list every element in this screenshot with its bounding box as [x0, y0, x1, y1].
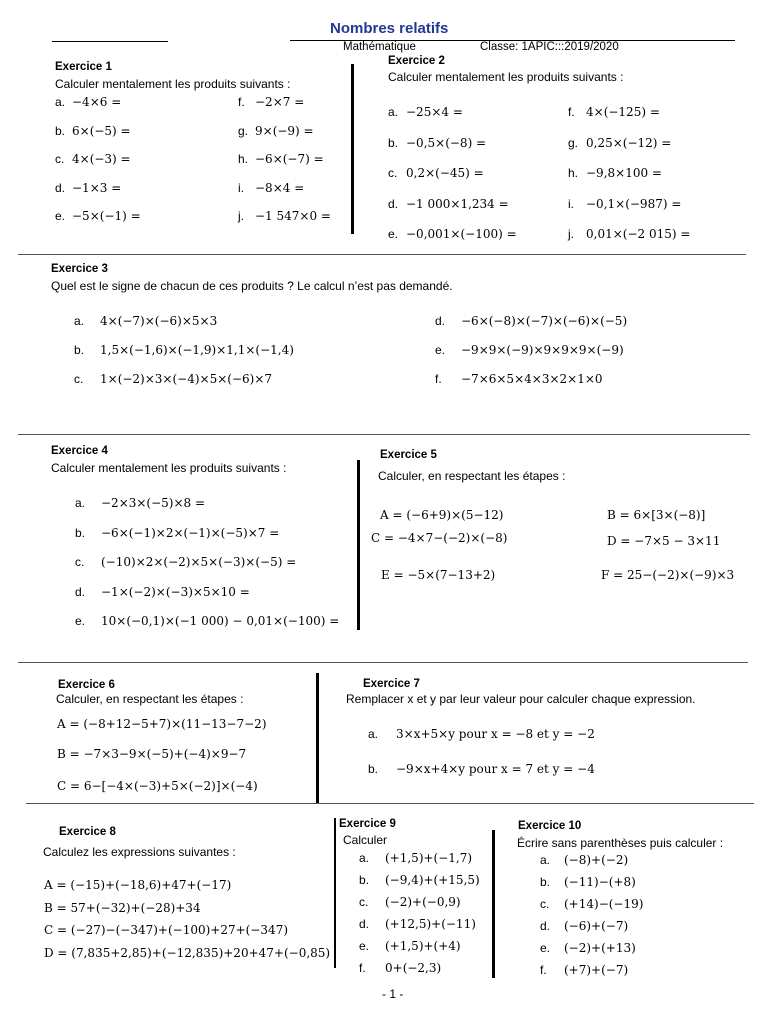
item-label: a.	[540, 853, 551, 867]
divider-ex1-ex2	[351, 64, 354, 234]
divider-ex8-ex9	[334, 818, 336, 968]
list-item	[74, 372, 272, 386]
item-label: b.	[74, 343, 85, 357]
expression: −25×4 =	[406, 105, 463, 119]
item-label: g.	[568, 135, 579, 150]
page-number: - 1 -	[382, 987, 404, 1001]
ex5-title: Exercice 5	[380, 449, 437, 461]
list-item	[388, 227, 517, 241]
expression: 4×(−125) =	[586, 105, 660, 119]
expression: (+14)−(−19)	[564, 897, 644, 911]
list-item	[388, 166, 484, 180]
separator-1	[18, 254, 746, 255]
ex5-expr-c: C = −4×7−(−2)×(−8)	[371, 531, 508, 545]
expression: −6×(−8)×(−7)×(−6)×(−5)	[461, 314, 628, 328]
item-label: j.	[568, 227, 574, 241]
expression: −8×4 =	[255, 180, 305, 195]
item-label: c.	[359, 895, 369, 909]
expression: −2×3×(−5)×8 =	[101, 496, 206, 510]
item-label: a.	[368, 727, 379, 741]
item-label: d.	[75, 584, 86, 599]
expression: −1×3 =	[72, 180, 122, 195]
ex7-instruction: Remplacer x et y par leur valeur pour calculer chaque expression.	[346, 692, 696, 706]
item-label: j.	[238, 209, 244, 223]
expression: (−9,4)+(+15,5)	[385, 873, 480, 887]
expression: D = (7,835+2,85)+(−12,835)+20+47+(−0,85)	[44, 945, 331, 960]
item-label: a.	[388, 105, 399, 119]
item-label: a.	[75, 496, 86, 510]
list-item	[435, 372, 603, 386]
list-item	[359, 961, 441, 975]
expression: (+1,5)+(−1,7)	[385, 851, 473, 865]
item-label: b.	[540, 875, 551, 889]
item-label: i.	[568, 196, 574, 211]
list-item	[238, 209, 331, 223]
expression: (−11)−(+8)	[564, 875, 636, 889]
expression: −9×9×(−9)×9×9×9×(−9)	[461, 343, 624, 357]
list-item	[540, 919, 628, 933]
item-label: b.	[359, 873, 370, 887]
expression: 4×(−3) =	[72, 152, 131, 166]
list-item	[74, 343, 294, 357]
list-item	[359, 851, 472, 865]
list-item	[368, 727, 595, 741]
list-item	[44, 901, 201, 915]
list-item	[368, 762, 595, 776]
expression: 6×(−5) =	[72, 123, 131, 138]
ex2-instruction: Calculer mentalement les produits suivants :	[388, 70, 624, 84]
ex5-instruction: Calculer, en respectant les étapes :	[378, 469, 566, 483]
item-label: d.	[540, 919, 551, 933]
item-label: e.	[540, 941, 551, 955]
separator-4	[26, 803, 754, 804]
divider-ex6-ex7	[316, 673, 319, 803]
ex6-expr-c: C = 6−[−4×(−3)+5×(−2)]×(−4)	[57, 779, 258, 793]
ex5-expr-e: E = −5×(7−13+2)	[381, 568, 496, 582]
expression: −9,8×100 =	[586, 166, 662, 180]
list-item	[388, 197, 509, 211]
item-label: a.	[74, 314, 85, 328]
ex8-instruction: Calculez les expressions suivantes :	[43, 845, 236, 859]
expression: (−6)+(−7)	[564, 919, 629, 933]
list-item	[568, 136, 671, 150]
expression: (−8)+(−2)	[564, 853, 629, 867]
item-label: d.	[388, 196, 399, 211]
item-label: c.	[55, 152, 65, 166]
list-item	[359, 939, 461, 953]
expression: −1 547×0 =	[255, 209, 331, 223]
expression: −4×6 =	[72, 95, 122, 109]
item-label: d.	[55, 180, 66, 195]
expression: (−10)×2×(−2)×5×(−3)×(−5) =	[101, 555, 297, 569]
expression: 0,01×(−2 015) =	[586, 227, 691, 241]
ex9-title: Exercice 9	[339, 818, 396, 830]
expression: −9×x+4×y pour x = 7 et y = −4	[396, 762, 595, 776]
item-label: i.	[238, 180, 244, 195]
expression: −6×(−7) =	[255, 152, 324, 166]
item-label: e.	[359, 939, 370, 953]
expression: 0+(−2,3)	[385, 961, 442, 975]
list-item	[359, 895, 461, 909]
list-item	[55, 209, 141, 223]
list-item	[435, 314, 627, 328]
item-label: d.	[435, 314, 446, 328]
list-item	[540, 941, 636, 955]
ex4-instruction: Calculer mentalement les produits suivants :	[51, 461, 287, 475]
separator-2	[18, 434, 750, 435]
list-item	[359, 917, 476, 931]
item-label: e.	[388, 227, 399, 241]
expression: (+1,5)+(+4)	[385, 939, 461, 953]
list-item	[55, 95, 121, 109]
item-label: b.	[75, 525, 86, 540]
ex6-expr-a: A = (−8+12−5+7)×(11−13−7−2)	[57, 717, 267, 731]
item-label: h.	[568, 166, 579, 180]
item-label: c.	[74, 372, 84, 386]
list-item	[388, 136, 486, 150]
expression: −6×(−1)×2×(−1)×(−5)×7 =	[101, 525, 280, 540]
list-item	[75, 526, 279, 540]
item-label: c.	[388, 166, 398, 180]
expression: −5×(−1) =	[72, 209, 141, 223]
expression: C = (−27)−(−347)+(−100)+27+(−347)	[44, 923, 289, 937]
expression: (−2)+(+13)	[564, 941, 636, 955]
list-item	[75, 614, 339, 628]
list-item	[435, 343, 624, 357]
ex10-title: Exercice 10	[518, 820, 582, 832]
list-item	[55, 181, 121, 195]
item-label: b.	[368, 762, 379, 776]
list-item	[540, 963, 628, 977]
expression: 4×(−7)×(−6)×5×3	[100, 314, 218, 328]
expression: (−2)+(−0,9)	[385, 895, 461, 909]
item-label: h.	[238, 152, 249, 166]
item-label: c.	[540, 897, 550, 911]
expression: −2×7 =	[255, 95, 305, 109]
expression: −1 000×1,234 =	[406, 196, 509, 211]
list-item	[75, 585, 250, 599]
list-item	[44, 946, 330, 960]
ex3-title: Exercice 3	[51, 263, 108, 275]
ex1-title: Exercice 1	[55, 61, 112, 73]
ex5-expr-f: F = 25−(−2)×(−9)×3	[601, 568, 735, 582]
ex6-instruction: Calculer, en respectant les étapes :	[56, 692, 244, 706]
list-item	[55, 152, 131, 166]
subject-label: Mathématique	[343, 41, 416, 53]
ex3-instruction: Quel est le signe de chacun de ces produits ? Le calcul n’est pas demandé.	[51, 279, 453, 293]
expression: 1,5×(−1,6)×(−1,9)×1,1×(−1,4)	[100, 343, 294, 357]
item-label: a.	[359, 851, 370, 865]
expression: −0,1×(−987) =	[586, 196, 682, 211]
item-label: f.	[568, 105, 575, 119]
item-label: e.	[435, 343, 446, 357]
expression: −7×6×5×4×3×2×1×0	[461, 372, 603, 386]
ex9-instruction: Calculer	[343, 833, 388, 847]
item-label: a.	[55, 95, 66, 109]
page-title: Nombres relatifs	[330, 20, 449, 37]
expression: 1×(−2)×3×(−4)×5×(−6)×7	[100, 372, 273, 386]
list-item	[568, 197, 681, 211]
item-label: b.	[55, 123, 66, 138]
list-item	[238, 152, 324, 166]
list-item	[55, 124, 131, 138]
list-item	[238, 124, 314, 138]
expression: 0,25×(−12) =	[586, 135, 672, 150]
ex5-expr-b: B = 6×[3×(−8)]	[607, 508, 706, 522]
ex7-title: Exercice 7	[363, 678, 420, 690]
item-label: f.	[238, 95, 245, 109]
ex4-title: Exercice 4	[51, 445, 108, 457]
list-item	[540, 875, 636, 889]
ex5-expr-a: A = (−6+9)×(5−12)	[380, 508, 504, 522]
class-label: Classe: 1APIC:::2019/2020	[480, 41, 619, 53]
expression: B = 57+(−32)+(−28)+34	[44, 900, 201, 915]
expression: (+12,5)+(−11)	[385, 917, 476, 931]
list-item	[75, 496, 205, 510]
divider-ex4-ex5	[357, 460, 360, 630]
expression: 10×(−0,1)×(−1 000) − 0,01×(−100) =	[101, 614, 340, 628]
list-item	[238, 181, 304, 195]
item-label: e.	[75, 614, 86, 628]
ex6-expr-b: B = −7×3−9×(−5)+(−4)×9−7	[57, 747, 247, 761]
list-item	[540, 897, 643, 911]
ex6-title: Exercice 6	[58, 679, 115, 691]
item-label: e.	[55, 209, 66, 223]
divider-ex9-ex10	[492, 830, 495, 978]
expression: A = (−15)+(−18,6)+47+(−17)	[44, 878, 232, 892]
item-label: f.	[540, 963, 547, 977]
list-item	[74, 314, 217, 328]
separator-3	[18, 662, 748, 663]
list-item	[44, 878, 231, 892]
ex1-instruction: Calculer mentalement les produits suivants :	[55, 77, 291, 91]
list-item	[359, 873, 480, 887]
ex10-instruction: Écrire sans parenthèses puis calculer :	[517, 836, 724, 850]
expression: −0,001×(−100) =	[406, 227, 517, 241]
ex5-expr-d: D = −7×5 − 3×11	[607, 534, 721, 548]
expression: −0,5×(−8) =	[406, 135, 487, 150]
list-item	[568, 166, 662, 180]
list-item	[568, 227, 690, 241]
expression: −1×(−2)×(−3)×5×10 =	[101, 584, 250, 599]
expression: 3×x+5×y pour x = −8 et y = −2	[396, 727, 595, 741]
list-item	[75, 555, 296, 569]
list-item	[44, 923, 288, 937]
expression: 0,2×(−45) =	[406, 166, 484, 180]
expression: (+7)+(−7)	[564, 963, 629, 977]
item-label: d.	[359, 917, 370, 931]
header-line-left	[52, 41, 168, 42]
item-label: g.	[238, 123, 249, 138]
ex8-title: Exercice 8	[59, 826, 116, 838]
list-item	[388, 105, 463, 119]
item-label: f.	[359, 961, 366, 975]
item-label: b.	[388, 135, 399, 150]
list-item	[238, 95, 304, 109]
list-item	[540, 853, 628, 867]
ex2-title: Exercice 2	[388, 55, 445, 67]
item-label: f.	[435, 372, 442, 386]
list-item	[568, 105, 660, 119]
expression: 9×(−9) =	[255, 123, 314, 138]
item-label: c.	[75, 555, 85, 569]
